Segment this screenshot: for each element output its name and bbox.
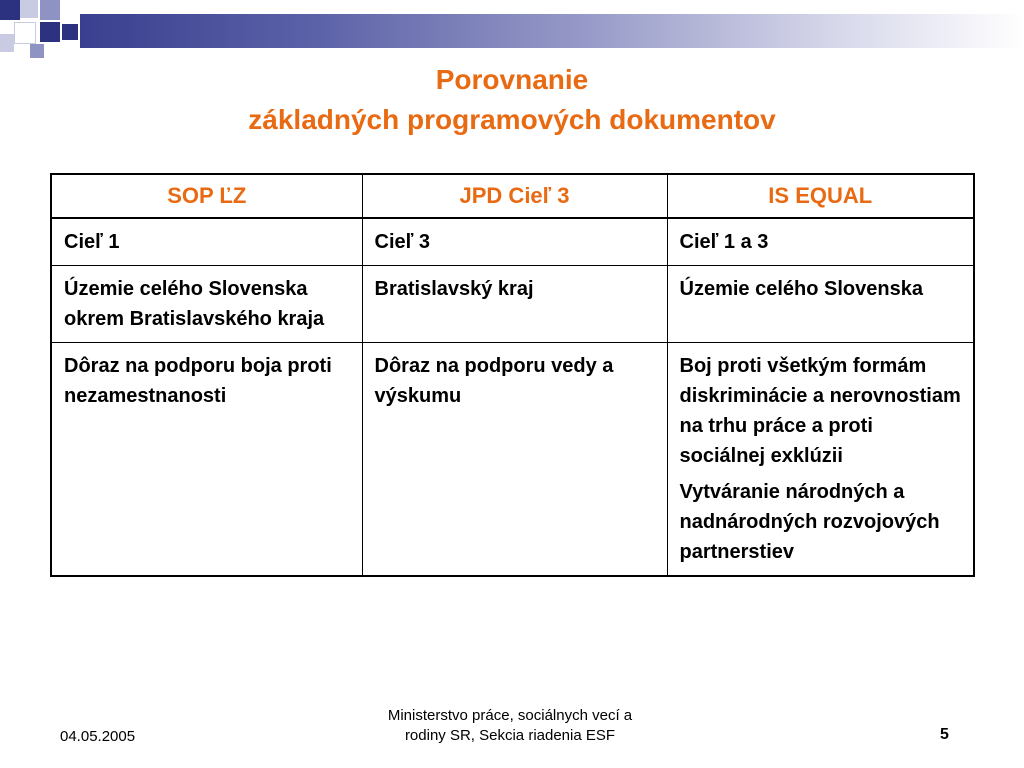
footer-org-line-1: Ministerstvo práce, sociálnych vecí a [387, 707, 633, 724]
slide-title [0, 60, 1024, 140]
table-row [51, 218, 974, 266]
table-cell [51, 343, 362, 577]
deco-square [30, 44, 44, 58]
cell-text: Územie celého Slovenska [679, 278, 923, 300]
column-header: SOP ĽZ [51, 174, 362, 218]
title-line-1: Porovnanie [435, 64, 589, 95]
column-header: JPD Cieľ 3 [362, 174, 667, 218]
deco-square [0, 0, 20, 20]
deco-square [62, 24, 78, 40]
table-cell [667, 266, 974, 343]
deco-square [40, 22, 60, 42]
cell-text: Bratislavský kraj [374, 278, 534, 300]
table-cell [51, 218, 362, 266]
cell-text: Cieľ 3 [374, 231, 431, 253]
table-cell [667, 343, 974, 577]
page-number: 5 [940, 726, 949, 743]
table-row [51, 343, 974, 577]
table-cell [362, 266, 667, 343]
cell-text: Cieľ 1 a 3 [679, 231, 769, 253]
footer-organization [340, 706, 680, 746]
cell-text: Dôraz na podporu boja proti nezamestnanosti [64, 355, 332, 407]
table-row [51, 266, 974, 343]
deco-square [0, 34, 14, 52]
cell-text: Územie celého Slovenska okrem Bratislavského kraja [64, 278, 325, 330]
footer-date: 04.05.2005 [60, 728, 136, 745]
comparison-table [50, 173, 975, 577]
title-line-2: základných programových dokumentov [248, 104, 776, 135]
deco-square [20, 0, 38, 18]
cell-text: Vytváranie národných a nadnárodných rozvojových partnerstiev [679, 481, 940, 563]
table-header-row [51, 174, 974, 218]
table-cell [362, 218, 667, 266]
header-gradient-band [80, 14, 1024, 48]
cell-text: Dôraz na podporu vedy a výskumu [374, 355, 614, 407]
cell-text: Boj proti všetkým formám diskriminácie a nerovnostiam na trhu práce a proti sociálnej exklúzii [679, 355, 961, 467]
footer-org-line-2: rodiny SR, Sekcia riadenia ESF [404, 727, 616, 744]
deco-square [40, 0, 60, 20]
deco-square [14, 22, 36, 44]
cell-text: Cieľ 1 [64, 231, 120, 253]
table-cell [362, 343, 667, 577]
column-header: IS EQUAL [667, 174, 974, 218]
table-cell [51, 266, 362, 343]
table-cell [667, 218, 974, 266]
